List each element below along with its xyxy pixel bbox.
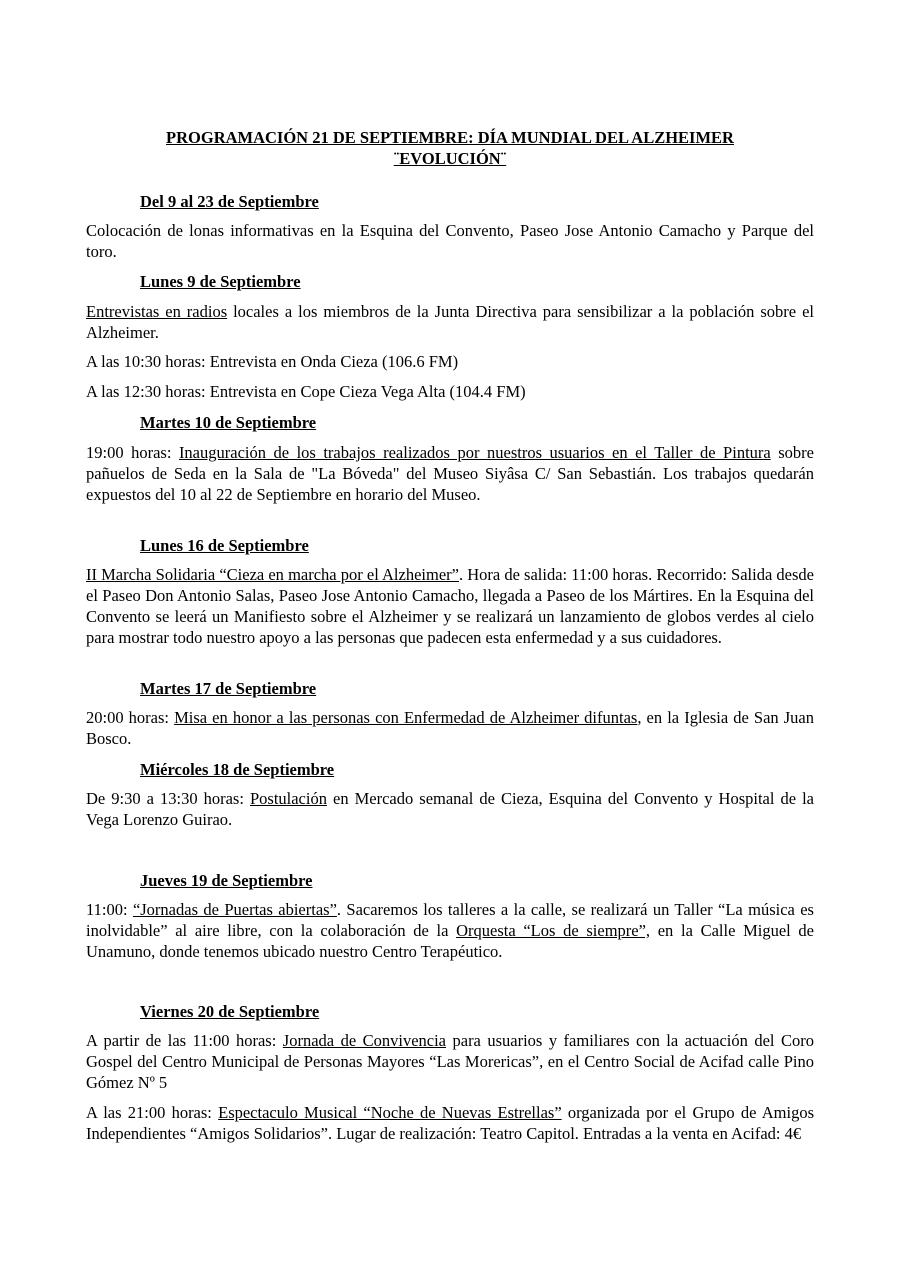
- event-link-postulacion: Postulación: [249, 789, 327, 808]
- section-paragraph: 20:00 horas: Misa en honor a las personas con Enfermedad de Alzheimer difuntas, en la Iglesia de San Juan Bosco.: [86, 708, 815, 748]
- section-paragraph: A las 10:30 horas: Entrevista en Onda Cieza (106.6 FM): [86, 352, 459, 371]
- section-paragraph: 19:00 horas: Inauguración de los trabajos realizados por nuestros usuarios en el Taller de Pintura sobre pañuelos de Seda en la Sala de "La Bóveda" del Museo Siyâsa C/ San Sebastián. Los trabajos quedarán expuestos del 10 al 22 de Septiembre en horario del Museo.: [86, 443, 814, 504]
- section-heading-miercoles-18: Miércoles 18 de Septiembre: [140, 760, 335, 779]
- section-heading-del-9-al-23: Del 9 al 23 de Septiembre: [140, 192, 319, 211]
- section-paragraph: Entrevistas en radios locales a los miembros de la Junta Directiva para sensibilizar a la población sobre el Alzheimer.: [86, 302, 814, 342]
- section-paragraph: Colocación de lonas informativas en la Esquina del Convento, Paseo Jose Antonio Camacho y Parque del toro.: [86, 221, 814, 261]
- section-heading-jueves-19: Jueves 19 de Septiembre: [140, 871, 313, 890]
- section-heading-lunes-9: Lunes 9 de Septiembre: [140, 272, 301, 291]
- document-title: [86, 127, 814, 169]
- title-line-1: PROGRAMACIÓN 21 DE SEPTIEMBRE: DÍA MUNDIAL DEL ALZHEIMER: [166, 128, 734, 147]
- event-link-orquesta: Orquesta “Los de siempre”,: [456, 921, 651, 940]
- event-link-inauguracion: Inauguración de los trabajos realizados por nuestros usuarios en el Taller de Pintura: [178, 443, 771, 462]
- event-link-puertas-abiertas: “Jornadas de Puertas abiertas”: [132, 900, 337, 919]
- event-link-espectaculo-musical: Espectaculo Musical “Noche de Nuevas Estrellas”: [218, 1103, 562, 1122]
- section-heading-martes-10: Martes 10 de Septiembre: [140, 413, 317, 432]
- section-heading-viernes-20: Viernes 20 de Septiembre: [140, 1002, 320, 1021]
- event-link-entrevistas-en-radios: Entrevistas en radios: [86, 302, 228, 321]
- section-paragraph: A las 21:00 horas: Espectaculo Musical “Noche de Nuevas Estrellas” organizada por el Grupo de Amigos Independientes “Amigos Solidarios”. Lugar de realización: Teatro Capitol. Entradas a la venta en Acifad: 4€: [86, 1103, 814, 1143]
- section-paragraph: 11:00: “Jornadas de Puertas abiertas”. Sacaremos los talleres a la calle, se realizará un Taller “La música es inolvidable” al aire libre, con la colaboración de la Orquesta “Los de siempre”, en la Calle Miguel de Unamuno, donde tenemos ubicado nuestro Centro Terapéutico.: [86, 900, 814, 961]
- section-paragraph: De 9:30 a 13:30 horas: Postulación en Mercado semanal de Cieza, Esquina del Convento y Hospital de la Vega Lorenzo Guirao.: [86, 789, 814, 829]
- section-heading-lunes-16: Lunes 16 de Septiembre: [140, 536, 309, 555]
- section-paragraph: II Marcha Solidaria “Cieza en marcha por el Alzheimer”. Hora de salida: 11:00 horas. Recorrido: Salida desde el Paseo Don Antonio Salas, Paseo Jose Antonio Camacho, llegada a Paseo de los Mártires. En la Esquina del Convento se leerá un Manifiesto sobre el Alzheimer y se realizará un lanzamiento de globos verdes al cielo para mostrar todo nuestro apoyo a las personas que padecen esta enfermedad y a sus cuidadores.: [86, 565, 814, 647]
- title-line-2: ¨EVOLUCIÓN¨: [393, 149, 507, 168]
- section-heading-martes-17: Martes 17 de Septiembre: [140, 679, 317, 698]
- event-link-misa: Misa en honor a las personas con Enfermedad de Alzheimer difuntas: [174, 708, 638, 727]
- event-link-jornada-convivencia: Jornada de Convivencia: [282, 1031, 447, 1050]
- section-paragraph: A partir de las 11:00 horas: Jornada de Convivencia para usuarios y familiares con la actuación del Coro Gospel del Centro Municipal de Personas Mayores “Las Morericas”, en el Centro Social de Acifad calle Pino Gómez Nº 5: [86, 1031, 814, 1092]
- event-link-marcha-solidaria: II Marcha Solidaria “Cieza en marcha por el Alzheimer”: [86, 565, 459, 584]
- document-page: [86, 0, 814, 1273]
- section-paragraph: A las 12:30 horas: Entrevista en Cope Cieza Vega Alta (104.4 FM): [86, 382, 526, 401]
